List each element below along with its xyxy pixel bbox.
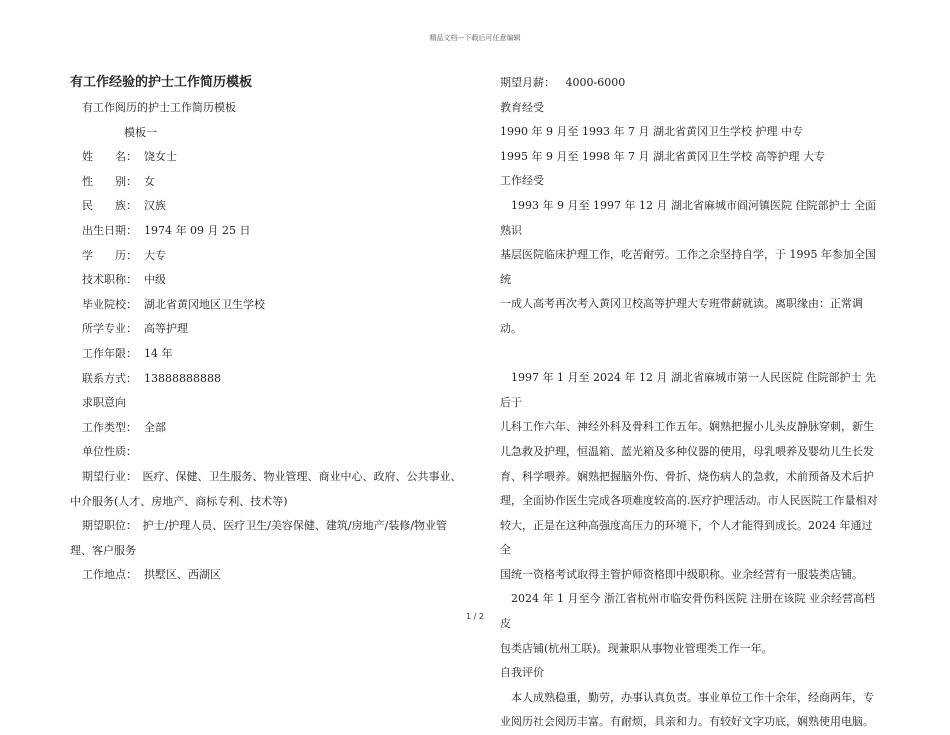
field-value: 湖北省黄冈地区卫生学校 xyxy=(144,297,265,311)
spacer xyxy=(500,342,880,367)
field-name xyxy=(70,145,470,170)
field-birthdate xyxy=(70,219,470,244)
position-line-1: 期望职位： 护士/护理人员、医疗卫生/美容保健、建筑/房地产/装修/物业管 xyxy=(82,519,448,533)
industry-line-1: 期望行业： 医疗、保健、卫生服务、物业管理、商业中心、政府、公共事业、 xyxy=(82,469,462,483)
field-key: 工作年限： xyxy=(82,346,137,360)
field-value: 13888888888 xyxy=(144,371,221,385)
left-column xyxy=(70,70,470,588)
industry-line-2: 中介服务(人才、房地产、商标专利、技术等) xyxy=(70,494,288,508)
field-value: 中级 xyxy=(144,273,166,287)
field-value: 高等护理 xyxy=(144,322,188,336)
work-line: 基层医院临床护理工作，吃苦耐劳。工作之余坚持自学，于 1995 年参加全国统 xyxy=(500,248,876,286)
work-line: 儿急救及护理，恒温箱、蓝光箱及多种仪器的使用，母乳喂养及婴幼儿生长发 xyxy=(500,444,874,458)
edu-item: 1990 年 9 月至 1993 年 7 月 湖北省黄冈卫生学校 护理 中专 xyxy=(500,125,803,139)
field-key: 所学专业： xyxy=(82,322,137,336)
work-line: 理，全面协作医生完成各项难度较高的.医疗护理活动。市人民医院工作量相对 xyxy=(500,494,878,508)
work-line: 国统一资格考试取得主管护师资格即中级职称。业余经营有一服装类店铺。 xyxy=(500,567,863,581)
field-value: 女 xyxy=(144,174,155,188)
field-key: 姓 名： xyxy=(82,150,137,164)
field-value: 饶女士 xyxy=(144,150,177,164)
right-column xyxy=(500,71,880,735)
field-key: 性 别： xyxy=(82,174,137,188)
field-key: 民 族： xyxy=(82,199,137,213)
work-line: 1993 年 9 月至 1997 年 12 月 湖北省麻城市阎河镇医院 住院部护士 全面熟识 xyxy=(500,198,876,237)
field-title xyxy=(70,268,470,293)
field-key: 毕业院校： xyxy=(82,297,137,311)
work-line: 2024 年 1 月至今 浙江省杭州市临安骨伤科医院 注册在该院 业余经营高档皮 xyxy=(500,592,875,631)
self-line: 业阅历社会阅历丰富。有耐烦，具亲和力。有较好文字功底，娴熟使用电脑。 xyxy=(500,715,874,729)
intent-heading: 求职意向 xyxy=(82,396,126,410)
work-line: 包类店铺(杭州工联)。现兼职从事物业管理类工作一年。 xyxy=(500,641,773,655)
edu-heading: 教育经受 xyxy=(500,100,544,114)
field-major xyxy=(70,317,470,342)
resume-subtitle: 有工作阅历的护士工作简历模板 xyxy=(82,101,236,114)
field-value: 14 年 xyxy=(144,346,173,360)
field-years xyxy=(70,342,470,367)
work-line: 1997 年 1 月至 2024 年 12 月 湖北省麻城市第一人民医院 住院部护士 先后于 xyxy=(500,371,876,409)
header-note: 精品文档---下载后可任意编辑 xyxy=(429,34,521,42)
field-salary xyxy=(500,71,880,96)
field-gender xyxy=(70,170,470,195)
work-line: 儿科工作六年、神经外科及骨科工作五年。娴熟把握小儿头皮静脉穿刺，新生 xyxy=(500,420,874,434)
field-value: 汉族 xyxy=(144,199,166,213)
field-unit-nature: 单位性质： xyxy=(82,445,137,459)
page-number: 1 / 2 xyxy=(466,612,484,621)
field-key: 出生日期： xyxy=(82,223,137,237)
self-heading: 自我评价 xyxy=(500,666,544,680)
position-line-2: 理、客户服务 xyxy=(70,543,136,557)
field-ethnicity xyxy=(70,194,470,219)
field-school xyxy=(70,293,470,318)
field-key: 学 历： xyxy=(82,248,137,262)
field-value: 4000-6000 xyxy=(565,76,626,89)
field-location xyxy=(70,563,470,588)
field-key: 工作地点： xyxy=(82,568,137,582)
edu-item: 1995 年 9 月至 1998 年 7 月 湖北省黄冈卫生学校 高等护理 大专 xyxy=(500,149,825,163)
resume-title: 有工作经验的护士工作简历模板 xyxy=(70,75,253,90)
work-line: 较大，正是在这种高强度高压力的环境下，个人才能得到成长。2024 年通过全 xyxy=(500,518,873,557)
self-line: 本人成熟稳重，勤劳，办事认真负责。事业单位工作十余年，经商两年，专 xyxy=(500,690,874,704)
field-value: 大专 xyxy=(144,248,166,262)
field-education xyxy=(70,244,470,269)
field-contact xyxy=(70,367,470,392)
field-key: 工作类型： xyxy=(82,420,137,434)
field-key: 期望月薪： xyxy=(500,76,555,89)
work-heading: 工作经受 xyxy=(500,174,544,188)
field-work-type xyxy=(70,416,470,441)
field-key: 技术职称： xyxy=(82,273,137,287)
work-line: 一成人高考再次考入黄冈卫校高等护理大专班带薪就读。离职缘由：正常调动。 xyxy=(500,297,863,335)
field-value: 1974 年 09 月 25 日 xyxy=(144,223,251,237)
field-key: 联系方式： xyxy=(82,371,137,385)
template-label: 模板一 xyxy=(124,125,157,139)
field-value: 拱墅区、西湖区 xyxy=(144,568,221,582)
work-line: 育、科学喂养。娴熟把握脑外伤、骨折、烧伤病人的急救，术前预备及术后护 xyxy=(500,469,874,483)
field-value: 全部 xyxy=(144,420,166,434)
